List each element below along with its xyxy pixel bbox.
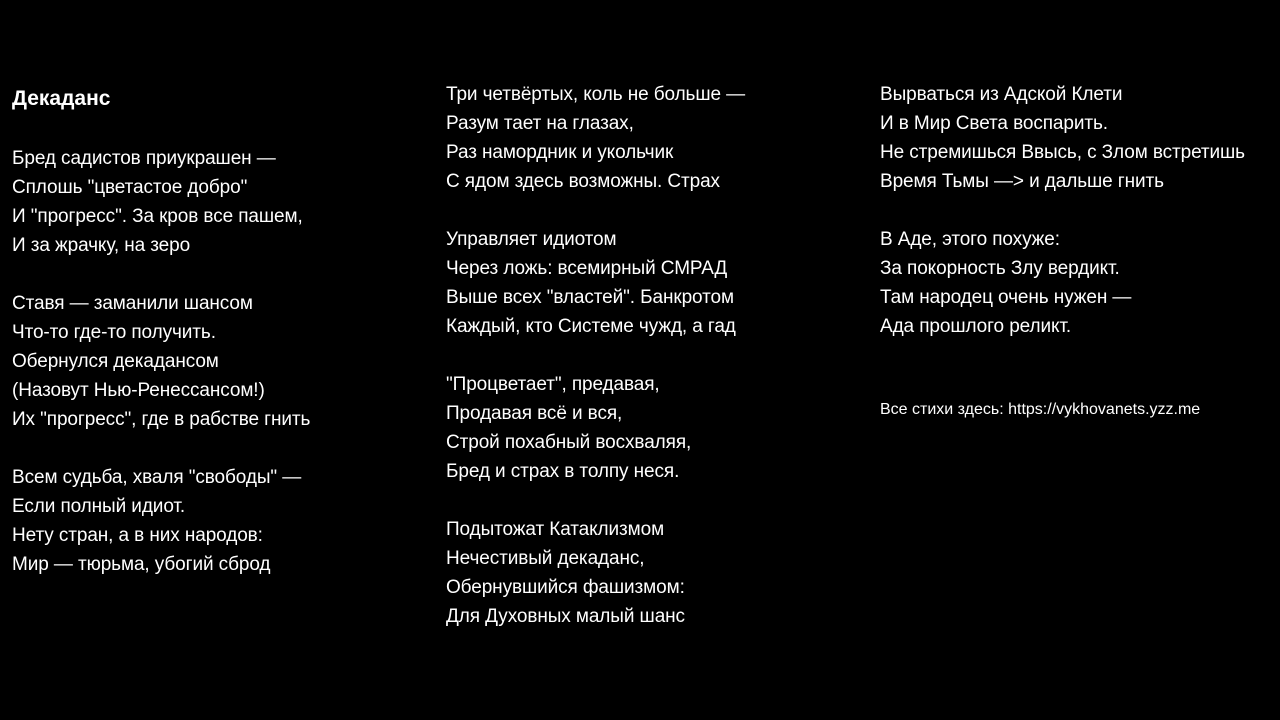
poem-line: Сплошь "цветастое добро" — [12, 177, 248, 198]
footer-link-text: Все стихи здесь: https://vykhovanets.yzz.me — [880, 401, 1201, 418]
poem-line: Не стремишься Ввысь, с Злом встретишь — [880, 142, 1245, 163]
title-spacer — [12, 113, 432, 144]
stanza-spacer — [12, 434, 432, 463]
poem-line: Мир — тюрьма, убогий сброд — [12, 554, 271, 575]
poem-line: Три четвёртых, коль не больше — — [446, 84, 746, 105]
poem-line: И в Мир Света воспарить. — [880, 113, 1108, 134]
stanza — [12, 463, 432, 579]
poem-line: Управляет идиотом — [446, 229, 617, 250]
poem-line: Подытожат Катаклизмом — [446, 519, 665, 540]
stanza-spacer — [446, 341, 866, 370]
poem-line: Нету стран, а в них народов: — [12, 525, 263, 546]
poem-line: Для Духовных малый шанс — [446, 606, 685, 627]
poem-column-1 — [12, 80, 432, 579]
poem-line: Через ложь: всемирный СМРАД — [446, 258, 728, 279]
stanza — [880, 80, 1278, 196]
stanza — [446, 515, 866, 631]
poem-line: Раз намордник и укольчик — [446, 142, 674, 163]
poem-line: Там народец очень нужен — — [880, 287, 1132, 308]
stanza — [880, 225, 1278, 341]
stanza — [446, 80, 866, 196]
stanza-spacer — [446, 486, 866, 515]
poem-line: Строй похабный восхваляя, — [446, 432, 692, 453]
poem-line: Бред и страх в толпу неся. — [446, 461, 680, 482]
poem-line: Обернувшийся фашизмом: — [446, 577, 685, 598]
stanza-spacer — [880, 196, 1278, 225]
stanza — [12, 144, 432, 260]
poem-line: (Назовут Нью-Ренессансом!) — [12, 380, 265, 401]
poem-line: "Процветает", предавая, — [446, 374, 660, 395]
poem-line: Всем судьба, хваля "свободы" — — [12, 467, 302, 488]
poem-title: Декаданс — [12, 87, 111, 110]
poem-line: Ставя — заманили шансом — [12, 293, 253, 314]
poem-line: Время Тьмы —> и дальше гнить — [880, 171, 1164, 192]
poem-line: Бред садистов приукрашен — — [12, 148, 276, 169]
poem-line: Разум тает на глазах, — [446, 113, 634, 134]
stanza — [446, 370, 866, 486]
poem-line: За покорность Злу вердикт. — [880, 258, 1120, 279]
poem-line: Каждый, кто Системе чужд, а гад — [446, 316, 736, 337]
poem-line: Если полный идиот. — [12, 496, 186, 517]
poem-line: Обернулся декадансом — [12, 351, 219, 372]
poem-column-3 — [880, 80, 1278, 341]
stanza-spacer — [446, 196, 866, 225]
poem-line: Их "прогресс", где в рабстве гнить — [12, 409, 311, 430]
poem-line: Выше всех "властей". Банкротом — [446, 287, 734, 308]
poem-line: С ядом здесь возможны. Страх — [446, 171, 720, 192]
poem-column-2 — [446, 80, 866, 631]
poem-line: Ада прошлого реликт. — [880, 316, 1072, 337]
poem-line: И за жрачку, на зеро — [12, 235, 191, 256]
poem-line: В Аде, этого похуже: — [880, 229, 1060, 250]
stanza — [446, 225, 866, 341]
poem-line: Вырваться из Адской Клети — [880, 84, 1123, 105]
poem-line: Продавая всё и вся, — [446, 403, 623, 424]
stanza-spacer — [12, 260, 432, 289]
poem-line: Нечестивый декаданс, — [446, 548, 645, 569]
poem-line: Что-то где-то получить. — [12, 322, 216, 343]
poem-line: И "прогресс". За кров все пашем, — [12, 206, 303, 227]
stanza — [12, 289, 432, 434]
